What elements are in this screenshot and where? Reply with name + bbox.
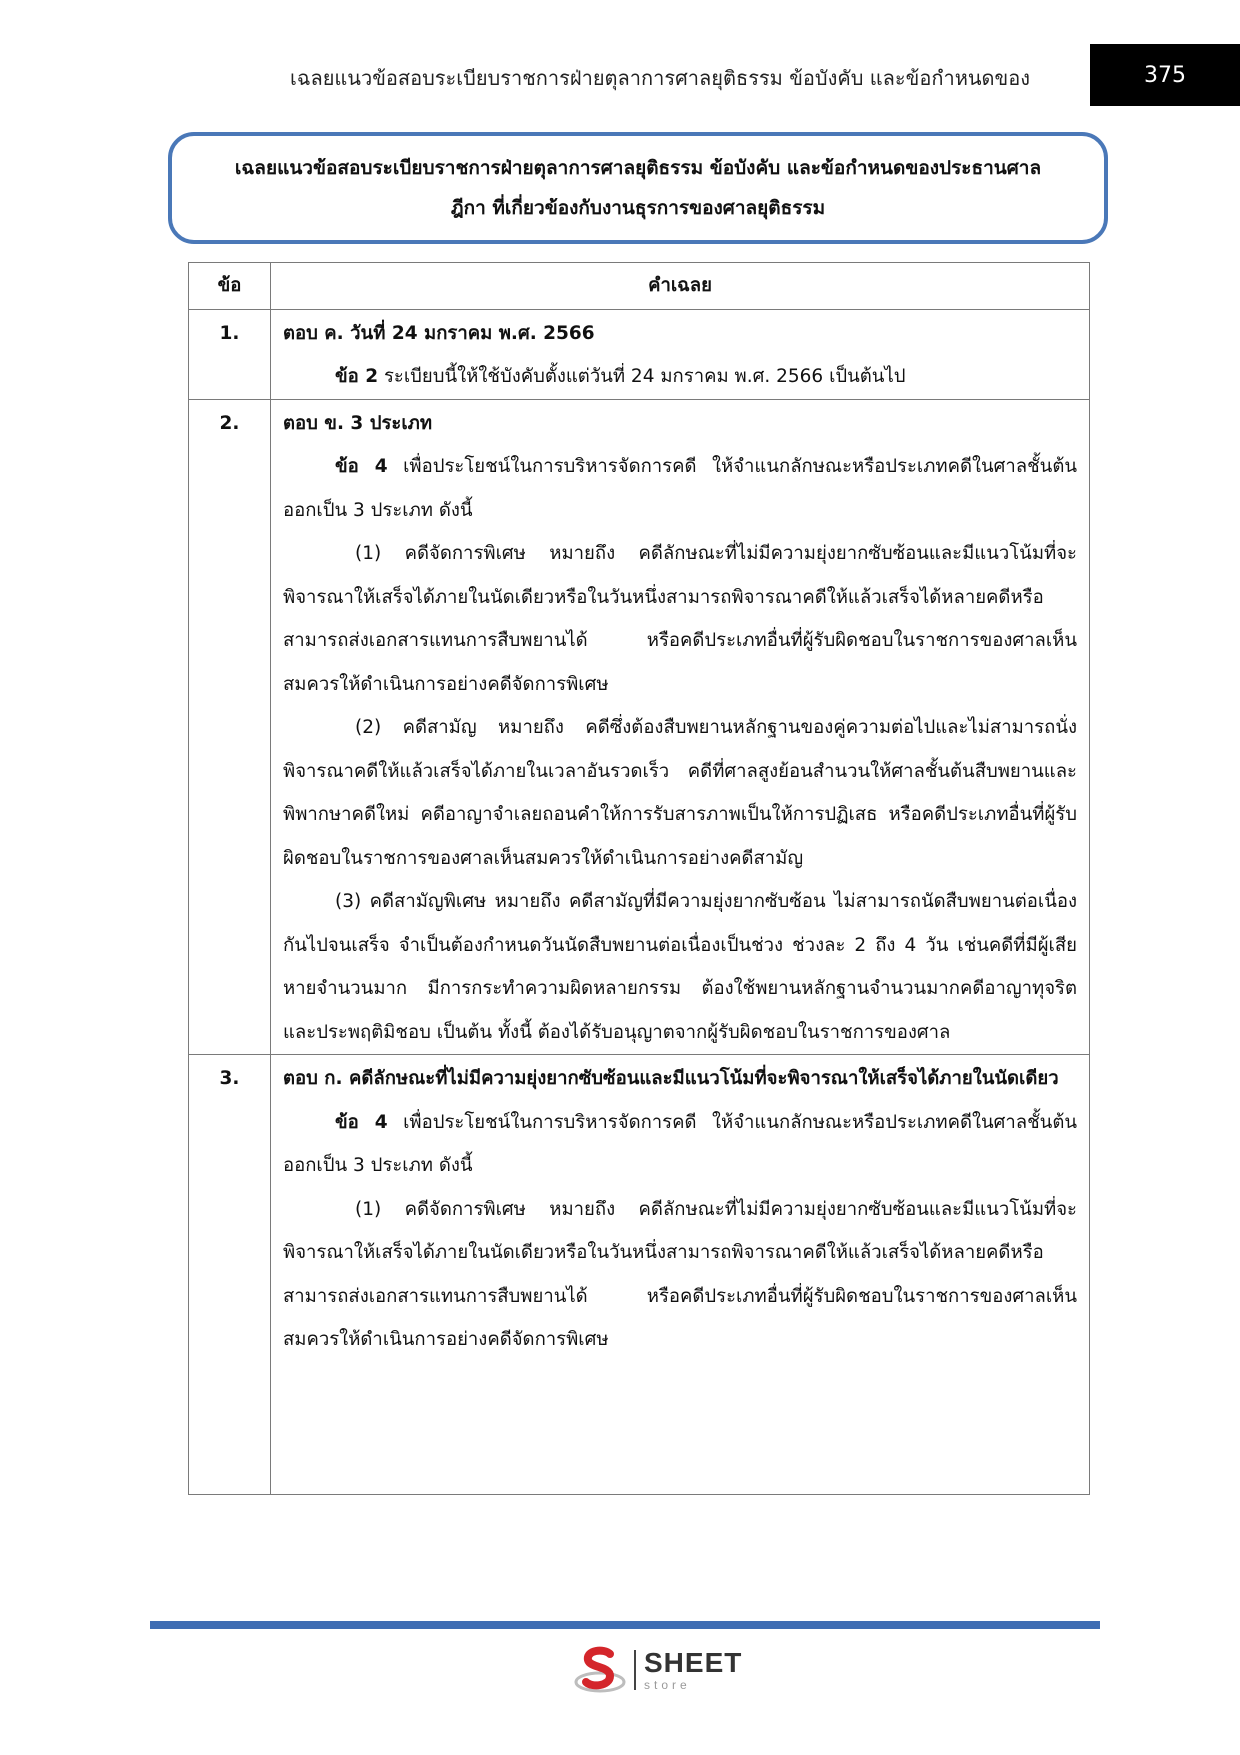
title-box bbox=[168, 132, 1108, 244]
sheet-store-logo bbox=[572, 1640, 742, 1700]
answer-choice: ตอบ ก. คดีลักษณะที่ไม่มีความยุ่งยากซับซ้อนและมีแนวโน้มที่จะพิจารณาให้เสร็จได้ภายในนัดเดียว bbox=[283, 1068, 1059, 1089]
table-row bbox=[189, 309, 1090, 399]
answer-choice: ตอบ ข. 3 ประเภท bbox=[283, 412, 433, 434]
clause-paragraph bbox=[283, 355, 1077, 399]
clause-item: (1) คดีจัดการพิเศษ หมายถึง คดีลักษณะที่ไม่มีความยุ่งยากซับซ้อนและมีแนวโน้มที่จะพิจารณาให้เสร็จได้ภายในนัดเดียวหรือในวันหนึ่งสามารถพิจารณาคดีให้แล้วเสร็จได้หลายคดีหรือสามารถส่งเอกสารแทนการสืบพยานได้ หรือคดีประเภทอื่นที่ผู้รับผิดชอบในราชการของศาลเห็นสมควรให้ดำเนินการอย่างคดีจัดการพิเศษ bbox=[283, 543, 1077, 695]
answer-table bbox=[188, 262, 1090, 1495]
answer-cell bbox=[271, 1055, 1090, 1495]
logo-divider bbox=[634, 1650, 636, 1690]
running-header: เฉลยแนวข้อสอบระเบียบราชการฝ่ายตุลาการศาลยุติธรรม ข้อบังคับ และข้อกำหนดของ bbox=[289, 66, 1030, 90]
clause-label: ข้อ 4 bbox=[335, 456, 388, 477]
column-header-answer: คำเฉลย bbox=[271, 263, 1090, 310]
clause-paragraph bbox=[283, 1101, 1077, 1188]
table-row bbox=[189, 399, 1090, 1055]
clause-item: (3) คดีสามัญพิเศษ หมายถึง คดีสามัญที่มีความยุ่งยากซับซ้อน ไม่สามารถนัดสืบพยานต่อเนื่องกันไปจนเสร็จ จำเป็นต้องกำหนดวันนัดสืบพยานต่อเนื่องเป็นช่วง ช่วงละ 2 ถึง 4 วัน เช่นคดีที่มีผู้เสียหายจำนวนมาก มีการกระทำความผิดหลายกรรม ต้องใช้พยานหลักฐานจำนวนมากคดีอาญาทุจริตและประพฤติมิชอบ เป็นต้น ทั้งนี้ ต้องได้รับอนุญาตจากผู้รับผิดชอบในราชการของศาล bbox=[283, 891, 1077, 1043]
question-number: 2. bbox=[189, 399, 271, 1055]
page-number: 375 bbox=[1090, 44, 1240, 106]
answer-choice: ตอบ ค. วันที่ 24 มกราคม พ.ศ. 2566 bbox=[283, 322, 595, 344]
clause-label: ข้อ 2 bbox=[335, 366, 379, 387]
footer-rule bbox=[150, 1621, 1100, 1629]
answer-cell bbox=[271, 399, 1090, 1055]
logo-text bbox=[644, 1649, 742, 1691]
sheet-store-logo-icon bbox=[572, 1642, 628, 1698]
table-row bbox=[189, 1055, 1090, 1495]
logo-subtitle: store bbox=[644, 1678, 691, 1692]
clause-label: ข้อ 4 bbox=[335, 1111, 388, 1133]
clause-text: เพื่อประโยชน์ในการบริหารจัดการคดี ให้จำแนกลักษณะหรือประเภทคดีในศาลชั้นต้นออกเป็น 3 ประเภท ดังนี้ bbox=[283, 1111, 1077, 1176]
question-number: 1. bbox=[189, 309, 271, 399]
clause-text: ระเบียบนี้ให้ใช้บังคับตั้งแต่วันที่ 24 มกราคม พ.ศ. 2566 เป็นต้นไป bbox=[378, 366, 906, 387]
question-number: 3. bbox=[189, 1055, 271, 1495]
title-line-2: ฎีกา ที่เกี่ยวข้องกับงานธุรการของศาลยุติธรรม bbox=[450, 197, 826, 219]
clause-text: เพื่อประโยชน์ในการบริหารจัดการคดี ให้จำแนกลักษณะหรือประเภทคดีในศาลชั้นต้นออกเป็น 3 ประเภท ดังนี้ bbox=[283, 456, 1077, 521]
title-line-1: เฉลยแนวข้อสอบระเบียบราชการฝ่ายตุลาการศาลยุติธรรม ข้อบังคับ และข้อกำหนดของประธานศาล bbox=[234, 157, 1042, 179]
table-header-row bbox=[189, 263, 1090, 310]
clause-paragraph bbox=[283, 445, 1077, 532]
clause-item: (2) คดีสามัญ หมายถึง คดีซึ่งต้องสืบพยานหลักฐานของคู่ความต่อไปและไม่สามารถนั่งพิจารณาคดีให้แล้วเสร็จได้ภายในเวลาอันรวดเร็ว คดีที่ศาลสูงย้อนสำนวนให้ศาลชั้นต้นสืบพยานและพิพากษาคดีใหม่ คดีอาญาจำเลยถอนคำให้การรับสารภาพเป็นให้การปฏิเสธ หรือคดีประเภทอื่นที่ผู้รับผิดชอบในราชการของศาลเห็นสมควรให้ดำเนินการอย่างคดีสามัญ bbox=[283, 717, 1077, 869]
blank-space bbox=[283, 1362, 1077, 1494]
answer-cell bbox=[271, 309, 1090, 399]
logo-word: SHEET bbox=[644, 1647, 743, 1678]
column-header-no: ข้อ bbox=[189, 263, 271, 310]
clause-item: (1) คดีจัดการพิเศษ หมายถึง คดีลักษณะที่ไม่มีความยุ่งยากซับซ้อนและมีแนวโน้มที่จะพิจารณาให้เสร็จได้ภายในนัดเดียวหรือในวันหนึ่งสามารถพิจารณาคดีให้แล้วเสร็จได้หลายคดีหรือสามารถส่งเอกสารแทนการสืบพยานได้ หรือคดีประเภทอื่นที่ผู้รับผิดชอบในราชการของศาลเห็นสมควรให้ดำเนินการอย่างคดีจัดการพิเศษ bbox=[283, 1198, 1077, 1350]
